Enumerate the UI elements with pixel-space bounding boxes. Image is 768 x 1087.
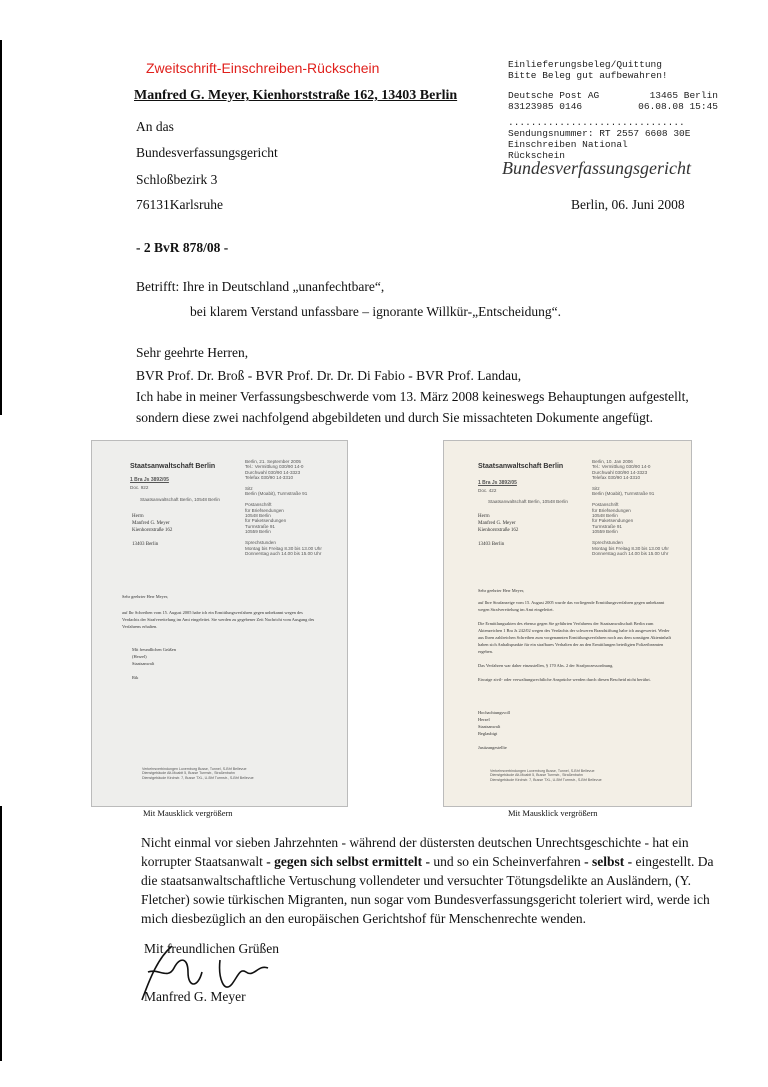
registered-mail-header: Zweitschrift-Einschreiben-Rückschein (146, 60, 380, 76)
closing: Mit freundlichen Grüßen (144, 941, 279, 956)
subject-line-1: Betrifft: Ihre in Deutschland „unanfechtbare“, (136, 279, 385, 294)
doc2-sender-small: Staatsanwaltschaft Berlin, 10548 Berlin (488, 499, 568, 504)
letter-date: Berlin, 06. Juni 2008 (571, 197, 685, 212)
final-paragraph-part-3: eingestellt. Da die staatsanwaltschaftliche Vertuschung vollendeter und versuchter Tötungsdelikte an Ausländern, (Y. Fletcher) sowie türkischen Migranten, nun sogar vom Bundesverfassungsgericht toleriert wird, werde ich mich diesbezüglich an den europäischen Gerichtshof für Menschenrechte wenden. (141, 854, 714, 926)
body-line-1: Ich habe in meiner Verfassungsbeschwerde vom 13. März 2008 keineswegs Behauptungen aufgestellt, (136, 389, 689, 404)
receipt-city: 13465 Berlin (649, 90, 718, 101)
final-paragraph-bold-1: - gegen sich selbst ermittelt - (266, 854, 431, 869)
recipient-line-3: Schloßbezirk 3 (136, 172, 218, 187)
doc1-sidebar: Berlin, 21. September 2005 Tel.: Vermittlung 030/90 14-0 Durchwahl 030/90 14-3323 Telefax 030/90 14-3310 Sitz Berlin (Moabit), Turmstraße 91 Postanschrift für Briefsendungen 10548 Berlin für Paketsendungen Turmstraße 91 10559 Berlin Sprechstunden Montag bis Freitag 8.30 bis 13.00 Uhr Donnerstag auch 14.00 bis 15.00 Uhr (245, 459, 322, 556)
doc2-authority: Staatsanwaltschaft Berlin (478, 463, 564, 470)
signature-name: Manfred G. Meyer (144, 989, 246, 1004)
salutation: Sehr geehrte Herren, (136, 345, 249, 360)
receipt-company: Deutsche Post AG (508, 90, 600, 101)
doc1-file-sub: Doc. 922 (130, 485, 149, 490)
scanned-document-2[interactable] (443, 440, 692, 807)
recipient-line-2: Bundesverfassungsgericht (136, 145, 278, 160)
doc1-footer: Verkehrsverbindungen Luxemburg Busse, Tunnel, S-Bhf Bellevue Dienstgebäude Alt-Moabit 5, Busse Turmstr., Straßenbahn Dienstgebäude Kirchstr. 7, Busse TXL, U-Bhf Turmstr., S-Bhf Bellevue (142, 767, 254, 780)
receipt-code: 83123985 0146 (508, 101, 583, 112)
doc2-closing: Hochachtungsvoll Herzel Staatsanwalt Beglaubigt Justizangestellte (478, 710, 510, 750)
receipt-title: Einlieferungsbeleg/Quittung (508, 59, 662, 70)
scanned-document-1[interactable] (91, 440, 348, 807)
doc2-salutation: Sehr geehrter Herr Meyer, (478, 588, 525, 593)
doc2-address: Herrn Manfred G. Meyer Kienhorststraße 162 13403 Berlin (478, 514, 519, 547)
doc1-sender-small: Staatsanwaltschaft Berlin, 10548 Berlin (140, 497, 220, 502)
doc2-file-sub: Doc. 422 (478, 488, 497, 493)
final-paragraph (141, 833, 731, 928)
receipt-subtitle: Bitte Beleg gut aufbewahren! (508, 70, 668, 81)
receipt-service-2: Rückschein (508, 150, 566, 161)
doc1-file-number: 1 Bra Js 3892/05 (130, 477, 169, 483)
receipt-handwriting: Bundesverfassungsgericht (502, 158, 691, 178)
doc2-footer: Verkehrsverbindungen Luxemburg Busse, Tunnel, S-Bhf Bellevue Dienstgebäude Alt-Moabit 5, Busse Turmstr., Straßenbahn Dienstgebäude Kirchstr. 7, Busse TXL, U-Bhf Turmstr., S-Bhf Bellevue (490, 769, 602, 782)
recipient-line-4: 76131Karlsruhe (136, 197, 223, 212)
receipt-datetime: 06.08.08 15:45 (638, 101, 718, 112)
caption-left[interactable]: Mit Mausklick vergrößern (143, 808, 233, 818)
doc2-body: auf Ihre Strafanzeige vom 15. August 2005 wurde das vorliegende Ermittlungsverfahren gegen unbekannt wegen Strafvereitelung im Amt eingeleitet. Die Ermittlungsakten des ebenso gegen Sie geführten Verfahrens der Staatsanwaltschaft Berlin zum Aktenzeichen 1 Bra Js 242/02 wegen des Verdachts der schweren Brandstiftung habe ich ausgewertet. Weder aus Ihren zahlreichen Schreiben zum vorgenannten Ermittlungsverfahren noch aus dem sonstigen Akteninhalt haben sich Anhaltspunkte für ein strafbares Verhalten der an den Ermittlungen beteiligten Polizeibeamten ergeben. Das Verfahren war daher einzustellen, § 170 Abs. 2 der Strafprozessordnung. Etwaige zivil- oder verwaltungsrechtliche Ansprüche werden durch diesen Bescheid nicht berührt. (478, 600, 671, 682)
doc2-file-number: 1 Bra Js 3892/05 (478, 480, 517, 486)
body-line-2: sondern diese zwei nachfolgend abgebildeten und durch Sie missachteten Dokumente angefügt. (136, 410, 653, 425)
case-number: - 2 BvR 878/08 - (136, 240, 229, 255)
left-edge-top (0, 40, 2, 415)
doc1-salutation: Sehr geehrter Herr Meyer, (122, 594, 169, 599)
doc1-authority: Staatsanwaltschaft Berlin (130, 463, 216, 470)
recipient-line-1: An das (136, 119, 174, 134)
final-paragraph-bold-2: - selbst - (584, 854, 633, 869)
receipt-service: Einschreiben National (508, 139, 628, 150)
left-edge-bottom (0, 806, 2, 1061)
doc1-address: Herrn Manfred G. Meyer Kienhorststraße 162 13403 Berlin (132, 514, 173, 547)
doc2-sidebar: Berlin, 10. Jan 2006 Tel.: Vermittlung 030/90 14-0 Durchwahl 030/90 14-3323 Telefax 030/90 14-3310 Sitz Berlin (Moabit), Turmstraße 91 Postanschrift für Briefsendungen 10548 Berlin für Paketsendungen Turmstraße 91 10559 Berlin Sprechstunden Montag bis Freitag 8.30 bis 13.00 Uhr Donnerstag auch 14.00 bis 15.00 Uhr (592, 459, 669, 556)
receipt-tracking: Sendungsnummer: RT 2557 6608 30E (508, 128, 691, 139)
final-paragraph-part-1: Nicht einmal vor sieben Jahrzehnten - während der düstersten deutschen Unrechtsgeschichte - hat ein korrupter Staatsanwalt (141, 835, 689, 869)
final-paragraph-part-2: und so ein Scheinverfahren (430, 854, 585, 869)
sender-address: Manfred G. Meyer, Kienhorststraße 162, 13403 Berlin (134, 88, 458, 103)
judges-line: BVR Prof. Dr. Broß - BVR Prof. Dr. Dr. Di Fabio - BVR Prof. Landau, (136, 368, 522, 383)
receipt-dots: ............................... (508, 117, 685, 128)
subject-line-2: bei klarem Verstand unfassbare – ignorante Willkür-„Entscheidung“. (190, 304, 561, 319)
postal-receipt (508, 59, 718, 161)
caption-right[interactable]: Mit Mausklick vergrößern (508, 808, 598, 818)
doc1-closing: Mit freundlichen Grüßen (Herzel) Staatsanwalt Rik (132, 647, 176, 680)
doc1-body: auf Ihr Schreiben vom 15. August 2005 habe ich ein Ermittlungsverfahren gegen unbekannt wegen des Verdachts der Strafvereitelung im Amt eingeleitet. Sie werden zu gegebener Zeit Nachricht vom Ausgang des Verfahrens erhalten. (122, 610, 315, 629)
